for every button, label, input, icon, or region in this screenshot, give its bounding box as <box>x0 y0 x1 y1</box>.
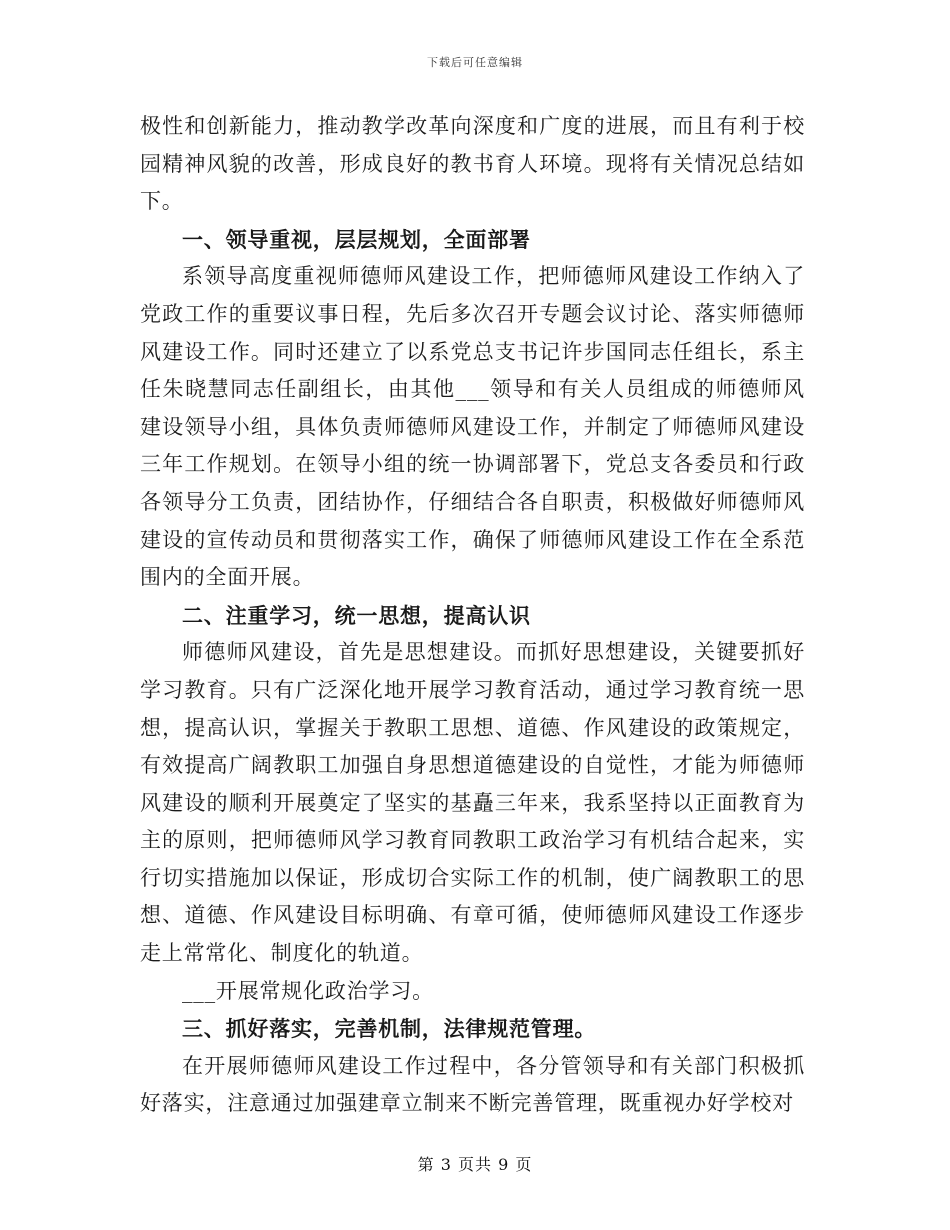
page-header-note: 下载后可任意编辑 <box>427 56 523 69</box>
paragraph-study: 师德师风建设，首先是思想建设。而抓好思想建设，关键要抓好学习教育。只有广泛深化地开展学习教育活动，通过学习教育统一思想，提高认识，掌握关于教职工思想、道德、作风建设的政策规定，有效提高广阔教职工加强自身思想道德建设的自觉性，才能为师德师风建设的顺利开展奠定了坚实的基矗三年来，我系坚持以正面教育为主的原则，把师德师风学习教育同教职工政治学习有机结合起来，实行切实措施加以保证，形成切合实际工作的机制，使广阔教职工的思想、道德、作风建设目标明确、有章可循，使师德师风建设工作逐步走上常常化、制度化的轨道。 <box>140 640 805 966</box>
paragraph-leadership: 系领导高度重视师德师风建设工作，把师德师风建设工作纳入了党政工作的重要议事日程，先后多次召开专题会议讨论、落实师德师风建设工作。同时还建立了以系党总支书记许步国同志任组长，系主任朱晓慧同志任副组长，由其他___领导和有关人员组成的师德师风建设领导小组，具体负责师德师风建设工作，并制定了师德师风建设三年工作规划。在领导小组的统一协调部署下，党总支各委员和行政各领导分工负责，团结协作，仔细结合各自职责，积极做好师德师风建设的宣传动员和贯彻落实工作，确保了师德师风建设工作在全系范围内的全面开展。 <box>140 264 805 590</box>
document-body <box>140 108 805 1123</box>
section-heading-3: 三、抓好落实，完善机制，法律规范管理。 <box>182 1016 597 1042</box>
paragraph-continuation: 极性和创新能力，推动教学改革向深度和广度的进展，而且有利于校园精神风貌的改善，形成良好的教书育人环境。现将有关情况总结如下。 <box>140 114 805 214</box>
section-heading-1: 一、领导重视，层层规划，全面部署 <box>182 226 531 252</box>
paragraph-regular-study: ___开展常规化政治学习。 <box>182 978 434 1003</box>
paragraph-implementation: 在开展师德师风建设工作过程中，各分管领导和有关部门积极抓好落实，注意通过加强建章立制来不断完善管理，既重视办好学校对 <box>140 1053 805 1116</box>
page-footer: 第 3 页共 9 页 <box>417 1155 533 1174</box>
section-heading-2: 二、注重学习，统一思想，提高认识 <box>182 602 531 628</box>
